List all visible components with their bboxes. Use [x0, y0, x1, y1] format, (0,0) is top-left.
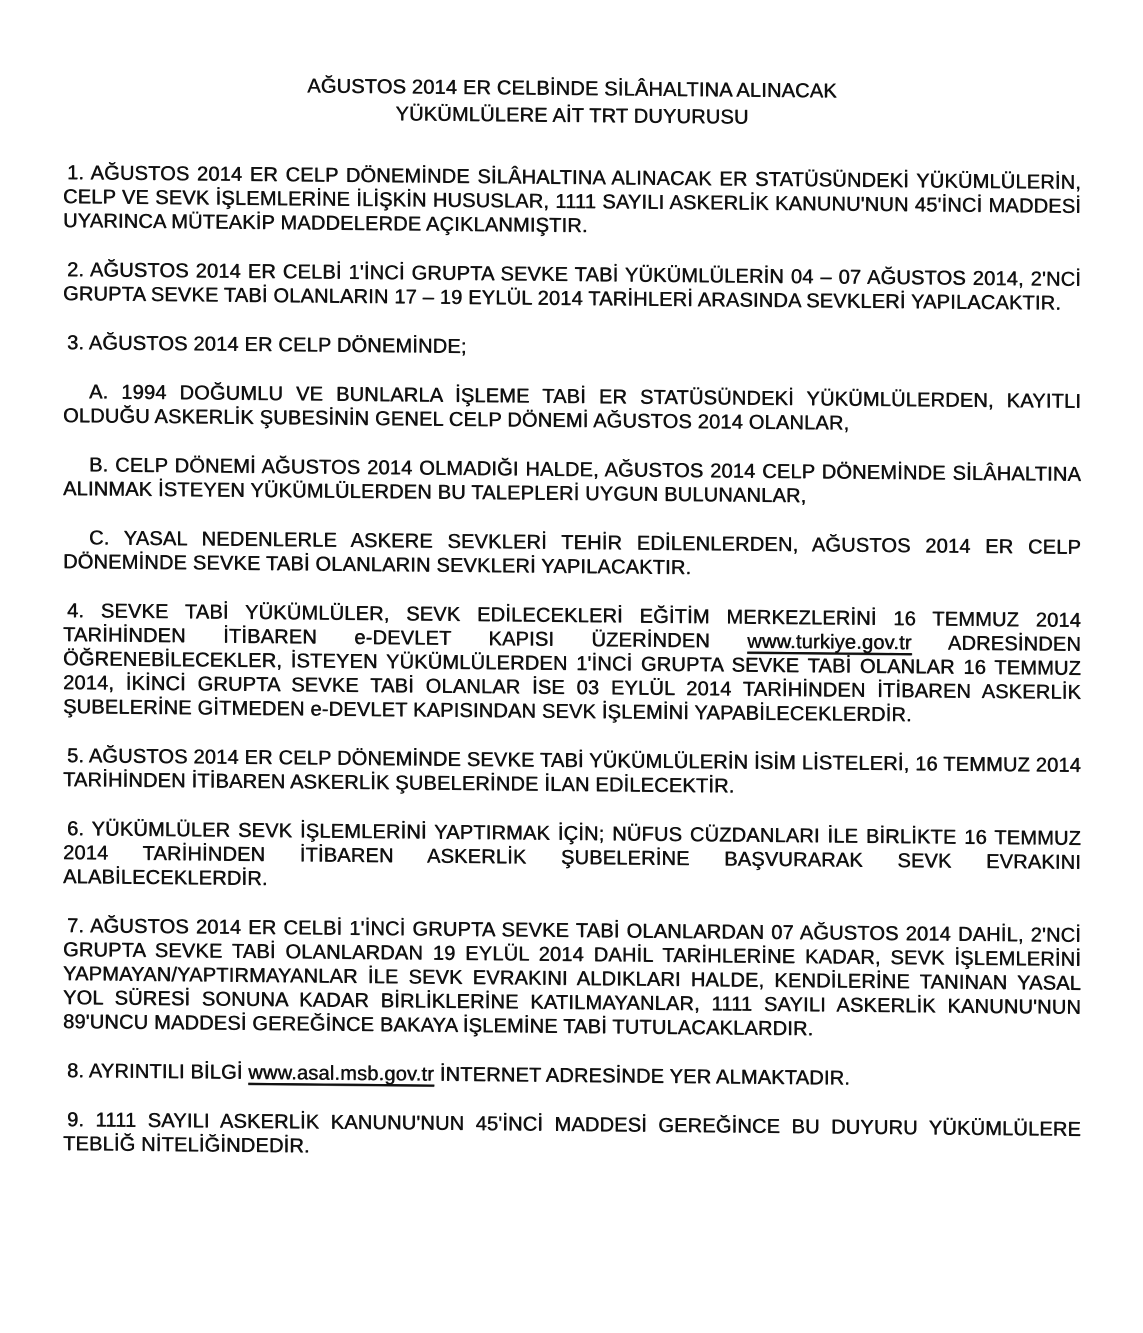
title-line-2: YÜKÜMLÜLERE AİT TRT DUYURUSU — [395, 103, 749, 129]
turkiye-gov-tr-url: www.turkiye.gov.tr — [747, 630, 912, 655]
paragraph-1: 1. AĞUSTOS 2014 ER CELP DÖNEMİNDE SİLÂHALTINA ALINACAK ER STATÜSÜNDEKİ YÜKÜMLÜLERİN, CELP VE SEVK İŞLEMLERİNE İLİŞKİN HUSUSLAR, 1111 SAYILI ASKERLİK KANUNU'NUN 45'İNCİ MADDESİ UYARINCA MÜTEAKİP MADDELERDE AÇIKLANMIŞTIR. — [63, 162, 1081, 238]
paragraph-3: 3. AĞUSTOS 2014 ER CELP DÖNEMİNDE; — [67, 332, 467, 358]
paragraph-9: 9. 1111 SAYILI ASKERLİK KANUNU'NUN 45'İNCİ MADDESİ GEREĞİNCE BU DUYURU YÜKÜMLÜLERE TEBLİĞ NİTELİĞİNDEDİR. — [63, 1109, 1081, 1158]
title-line-1: AĞUSTOS 2014 ER CELBİNDE SİLÂHALTINA ALINACAK — [307, 75, 837, 103]
document-title — [63, 71, 1081, 135]
paragraph-7: 7. AĞUSTOS 2014 ER CELBİ 1'İNCİ GRUPTA SEVKE TABİ OLANLARDAN 07 AĞUSTOS 2014 DAHİL, 2'NCİ GRUPTA SEVKE TABİ OLANLARDAN 19 EYLÜL 2014 DAHİL TARİHLERİNE KADAR, SEVK İŞLEMLERİNİ YAPMAYAN/YAPTIRMAYANLAR İLE SEVK EVRAKINI ALDIKLARI HALDE, KENDİLERİNE TANINAN YASAL YOL SÜRESİ SONUNA KADAR BİRLİKLERİNE KATILMAYANLAR, 1111 SAYILI ASKERLİK KANUNU'NUN 89'UNCU MADDESİ GEREĞİNCE BAKAYA İŞLEMİNE TABİ TUTULACAKLARDIR. — [63, 915, 1081, 1041]
paragraph-3-item-b: B. CELP DÖNEMİ AĞUSTOS 2014 OLMADIĞI HALDE, AĞUSTOS 2014 CELP DÖNEMİNDE SİLÂHALTINA ALINMAK İSTEYEN YÜKÜMLÜLERDEN BU TALEPLERİ UYGUN BULUNANLAR, — [63, 454, 1081, 508]
paragraph-4-text-before: 4. SEVKE TABİ YÜKÜMLÜLER, SEVK EDİLECEKLERİ EĞİTİM MERKEZLERİNİ 16 TEMMUZ 2014 TARİHİNDEN İTİBAREN e-DEVLET KAPISI ÜZERİNDEN — [63, 600, 1081, 653]
paragraph-5: 5. AĞUSTOS 2014 ER CELP DÖNEMİNDE SEVKE TABİ YÜKÜMLÜLERİN İSİM LİSTELERİ, 16 TEMMUZ 2014 TARİHİNDEN İTİBAREN ASKERLİK ŞUBELERİNDE İLAN EDİLECEKTİR. — [63, 745, 1081, 798]
paragraph-4-text-after: ADRESİNDEN ÖĞRENEBİLECEKLER, İSTEYEN YÜKÜMLÜLERDEN 1'İNCİ GRUPTA SEVKE TABİ OLANLAR 16 TEMMUZ 2014, İKİNCİ GRUPTA SEVKE TABİ OLANLAR İSE 03 EYLÜL 2014 TARİHİNDEN İTİBAREN ASKERLİK ŞUBELERİNE GİTMEDEN e-DEVLET KAPISINDAN SEVK İŞLEMİNİ YAPABİLECEKLERDİR. — [63, 632, 1081, 727]
paragraph-3-item-a: A. 1994 DOĞUMLU VE BUNLARLA İŞLEME TABİ ER STATÜSÜNDEKİ YÜKÜMLÜLERDEN, KAYITLI OLDUĞU ASKERLİK ŞUBESİNİN GENEL CELP DÖNEMİ AĞUSTOS 2014 OLANLAR, — [63, 381, 1081, 435]
paragraph-8 — [63, 1059, 1081, 1093]
paragraph-6: 6. YÜKÜMLÜLER SEVK İŞLEMLERİNİ YAPTIRMAK İÇİN; NÜFUS CÜZDANLARI İLE BİRLİKTE 16 TEMMUZ 2014 TARİHİNDEN İTİBAREN ASKERLİK ŞUBELERİNE BAŞVURARAK SEVK EVRAKINI ALABİLECEKLERDİR. — [63, 818, 1081, 890]
paragraph-2: 2. AĞUSTOS 2014 ER CELBİ 1'İNCİ GRUPTA SEVKE TABİ YÜKÜMLÜLERİN 04 – 07 AĞUSTOS 2014, 2'NCİ GRUPTA SEVKE TABİ OLANLARIN 17 – 19 EYLÜL 2014 TARİHLERİ ARASINDA SEVKLERİ YAPILACAKTIR. — [63, 259, 1081, 315]
paragraph-4 — [63, 599, 1081, 729]
paragraph-3-item-c: C. YASAL NEDENLERLE ASKERE SEVKLERİ TEHİR EDİLENLERDEN, AĞUSTOS 2014 ER CELP DÖNEMİNDE SEVKE TABİ OLANLARIN SEVKLERİ YAPILACAKTIR. — [63, 527, 1081, 580]
paragraph-8-text-after: İNTERNET ADRESİNDE YER ALMAKTADIR. — [434, 1063, 850, 1090]
asal-msb-gov-tr-url: www.asal.msb.gov.tr — [248, 1061, 434, 1086]
paragraph-8-text-before: 8. AYRINTILI BİLGİ — [67, 1060, 249, 1084]
scanned-document — [63, 71, 1081, 1166]
